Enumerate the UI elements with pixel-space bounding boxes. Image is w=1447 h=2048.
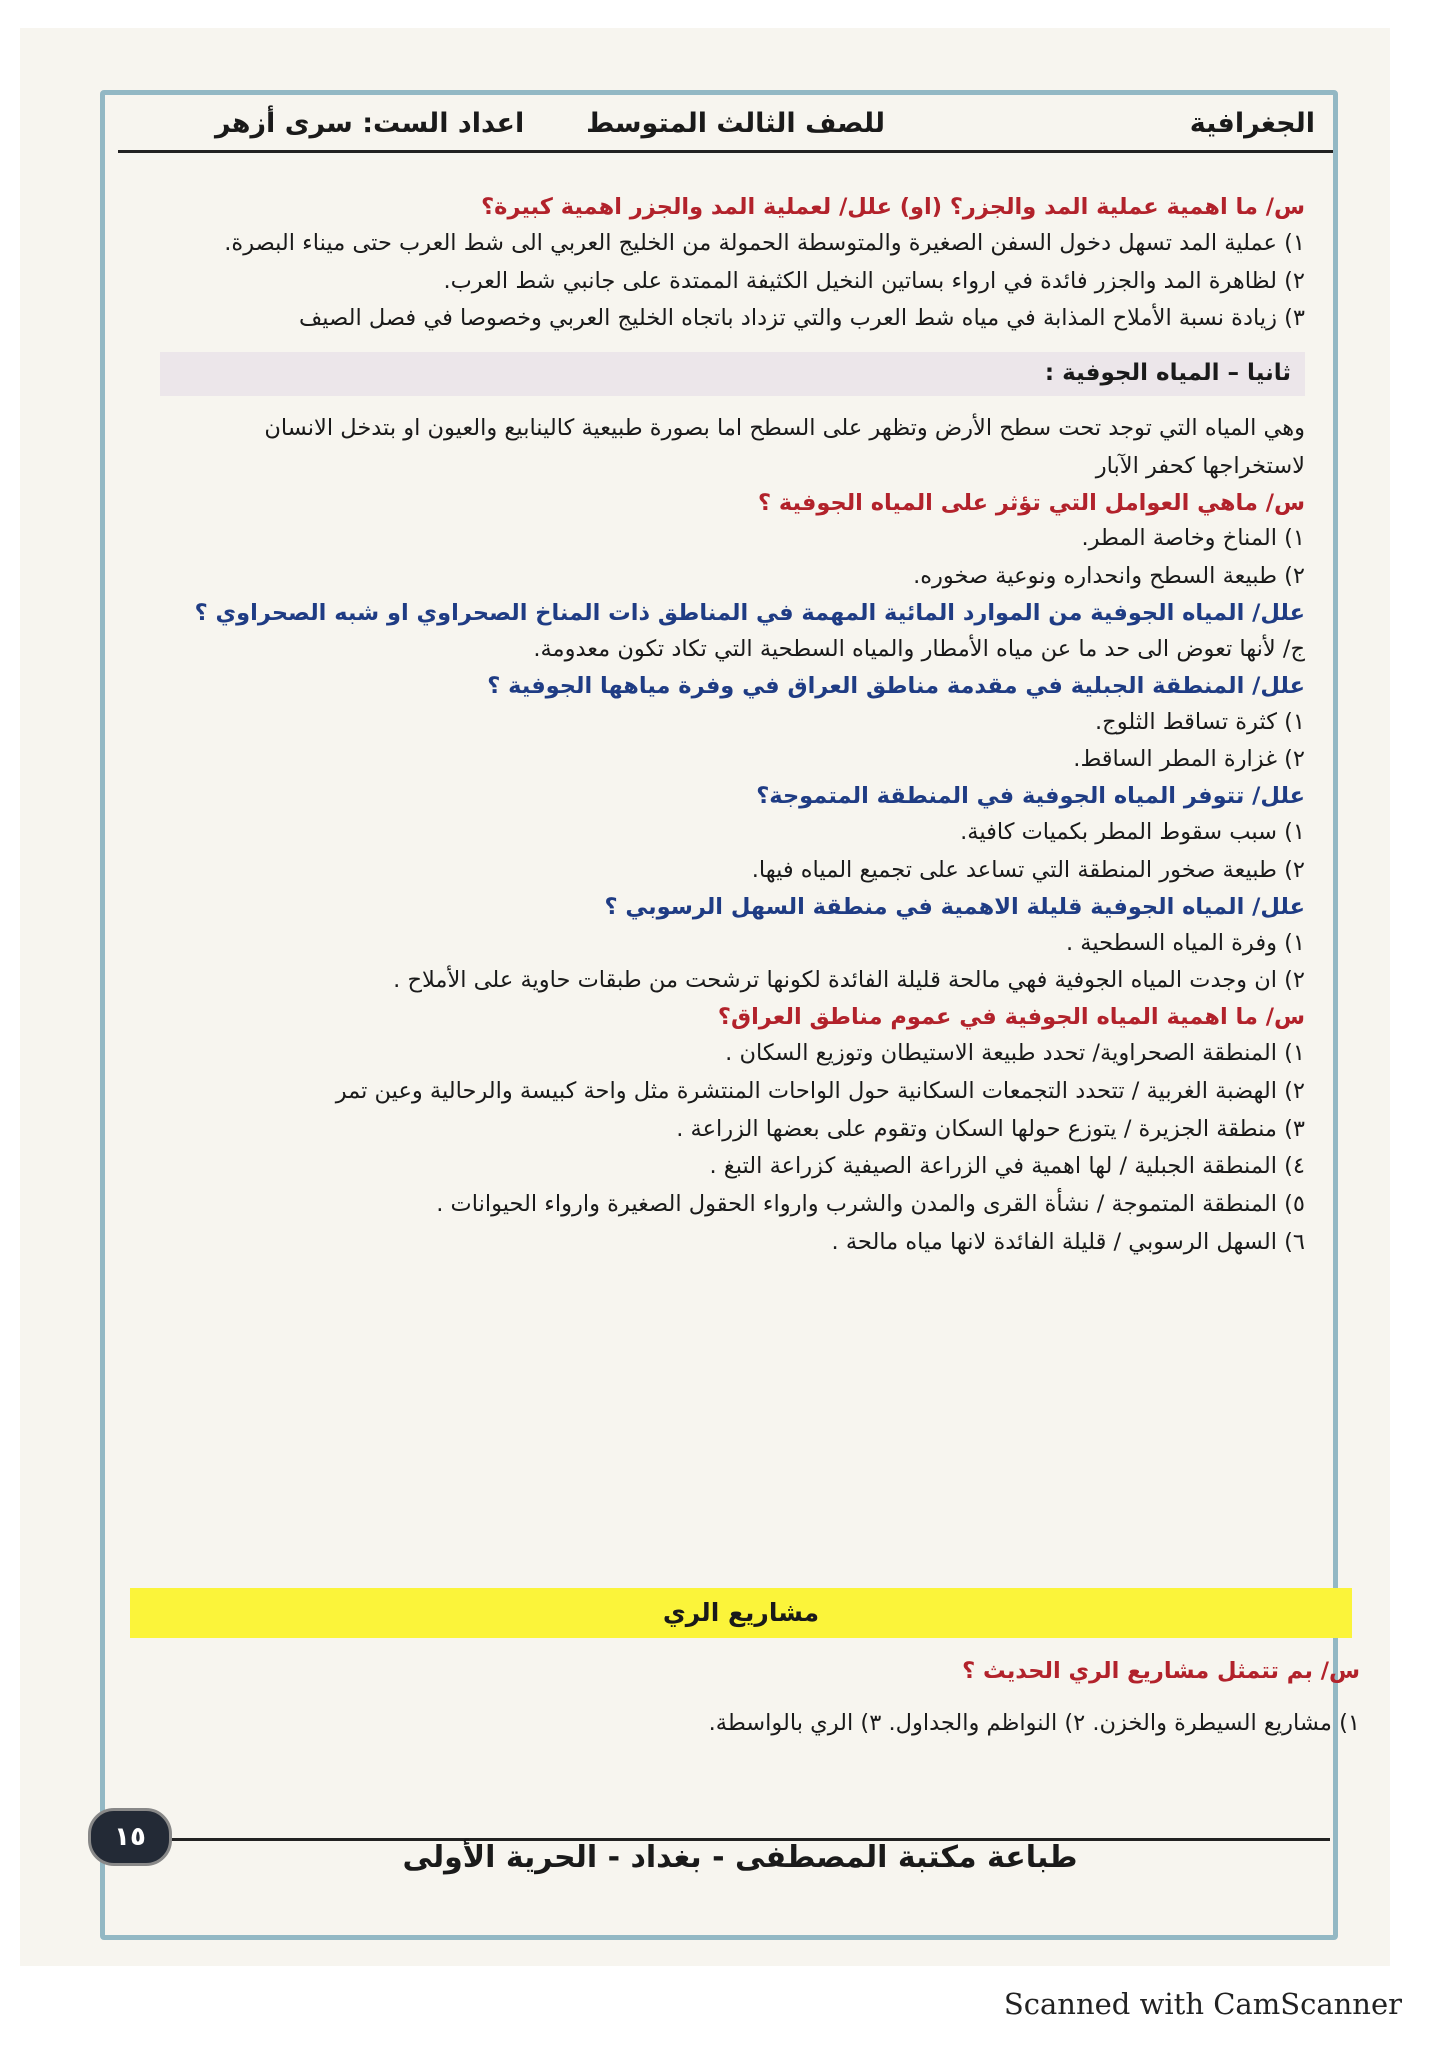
question: س/ ما اهمية المياه الجوفية في عموم مناطق العراق؟ (717, 1004, 1305, 1031)
list-item: ١) عملية المد تسهل دخول السفن الصغيرة والمتوسطة الحمولة من الخليج العربي الى شط العرب حتى ميناء البصرة. (224, 229, 1305, 256)
header-author: اعداد الست: سرى أزهر (215, 108, 525, 139)
header-divider (118, 150, 1333, 153)
question: علل/ المياه الجوفية من الموارد المائية المهمة في المناطق ذات المناخ الصحراوي او شبه الصحراوي ؟ (194, 600, 1305, 627)
header-grade: للصف الثالث المتوسط (586, 108, 885, 139)
list-item: ١) وفرة المياه السطحية . (1065, 929, 1305, 956)
list-item: ٢) لظاهرة المد والجزر فائدة في ارواء بساتين النخيل الكثيفة الممتدة على جانبي شط العرب. (443, 267, 1305, 294)
list-item: ٢) طبيعة صخور المنطقة التي تساعد على تجميع المياه فيها. (751, 856, 1305, 883)
list-item: ٢) غزارة المطر الساقط. (1073, 746, 1305, 773)
question: س/ ما اهمية عملية المد والجزر؟ (او) علل/ لعملية المد والجزر اهمية كبيرة؟ (481, 194, 1305, 220)
list-item: ٢) ان وجدت المياه الجوفية فهي مالحة قليلة الفائدة لكونها ترشحت من طبقات حاوية على الأملاح . (393, 967, 1305, 994)
list-item: ٢) طبيعة السطح وانحداره ونوعية صخوره. (913, 563, 1305, 590)
main-content (160, 190, 1305, 1262)
list-item: وهي المياه التي توجد تحت سطح الأرض وتظهر على السطح اما بصورة طبيعية كالينابيع والعيون او بتدخل الانسان لاستخراجها كحفر الآبار (264, 414, 1305, 479)
question: علل/ المياه الجوفية قليلة الاهمية في منطقة السهل الرسوبي ؟ (604, 893, 1305, 920)
question: س/ ماهي العوامل التي تؤثر على المياه الجوفية ؟ (757, 489, 1305, 516)
page-header (215, 104, 1325, 152)
list-item: ج/ لأنها تعوض الى حد ما عن مياه الأمطار والمياه السطحية التي تكاد تكون معدومة. (533, 635, 1305, 662)
list-item: ٦) السهل الرسوبي / قليلة الفائدة لانها مياه مالحة . (831, 1228, 1305, 1255)
list-item: ٢) الهضبة الغربية / تتحدد التجمعات السكانية حول الواحات المنتشرة مثل واحة كبيسة والرحالية وعين تمر (335, 1077, 1305, 1104)
publisher-footer: طباعة مكتبة المصطفى - بغداد - الحرية الأولى (402, 1840, 1078, 1875)
scanner-watermark: Scanned with CamScanner (1003, 1987, 1402, 2021)
section-banner-irrigation: مشاريع الري (130, 1588, 1352, 1638)
irrigation-content (160, 1658, 1360, 1736)
question: علل/ تتوفر المياه الجوفية في المنطقة المتموجة؟ (756, 783, 1305, 810)
list-item: ١) المناخ وخاصة المطر. (1081, 525, 1305, 552)
list-item: ٣) منطقة الجزيرة / يتوزع حولها السكان وتقوم على بعضها الزراعة . (676, 1115, 1305, 1142)
irrigation-answer: ١) مشاريع السيطرة والخزن. ٢) النواظم والجداول. ٣) الري بالواسطة. (708, 1710, 1360, 1736)
list-item: ٤) المنطقة الجبلية / لها اهمية في الزراعة الصيفية كزراعة التبغ . (709, 1153, 1305, 1180)
section-heading: ثانيا – المياه الجوفية : (160, 352, 1305, 396)
irrigation-question: س/ بم تتمثل مشاريع الري الحديث ؟ (962, 1658, 1360, 1684)
list-item: ٣) زيادة نسبة الأملاح المذابة في مياه شط العرب والتي تزداد باتجاه الخليج العربي وخصوصا في فصل الصيف (299, 305, 1305, 332)
list-item: ١) المنطقة الصحراوية/ تحدد طبيعة الاستيطان وتوزيع السكان . (725, 1039, 1305, 1066)
list-item: ١) كثرة تساقط الثلوج. (1095, 708, 1305, 735)
question: علل/ المنطقة الجبلية في مقدمة مناطق العراق في وفرة مياهها الجوفية ؟ (487, 672, 1305, 699)
list-item: ٥) المنطقة المتموجة / نشأة القرى والمدن والشرب وارواء الحقول الصغيرة وارواء الحيوانات . (436, 1191, 1305, 1218)
list-item: ١) سبب سقوط المطر بكميات كافية. (960, 819, 1305, 846)
page-number: ١٥ (88, 1808, 172, 1866)
header-subject: الجغرافية (1189, 108, 1315, 139)
